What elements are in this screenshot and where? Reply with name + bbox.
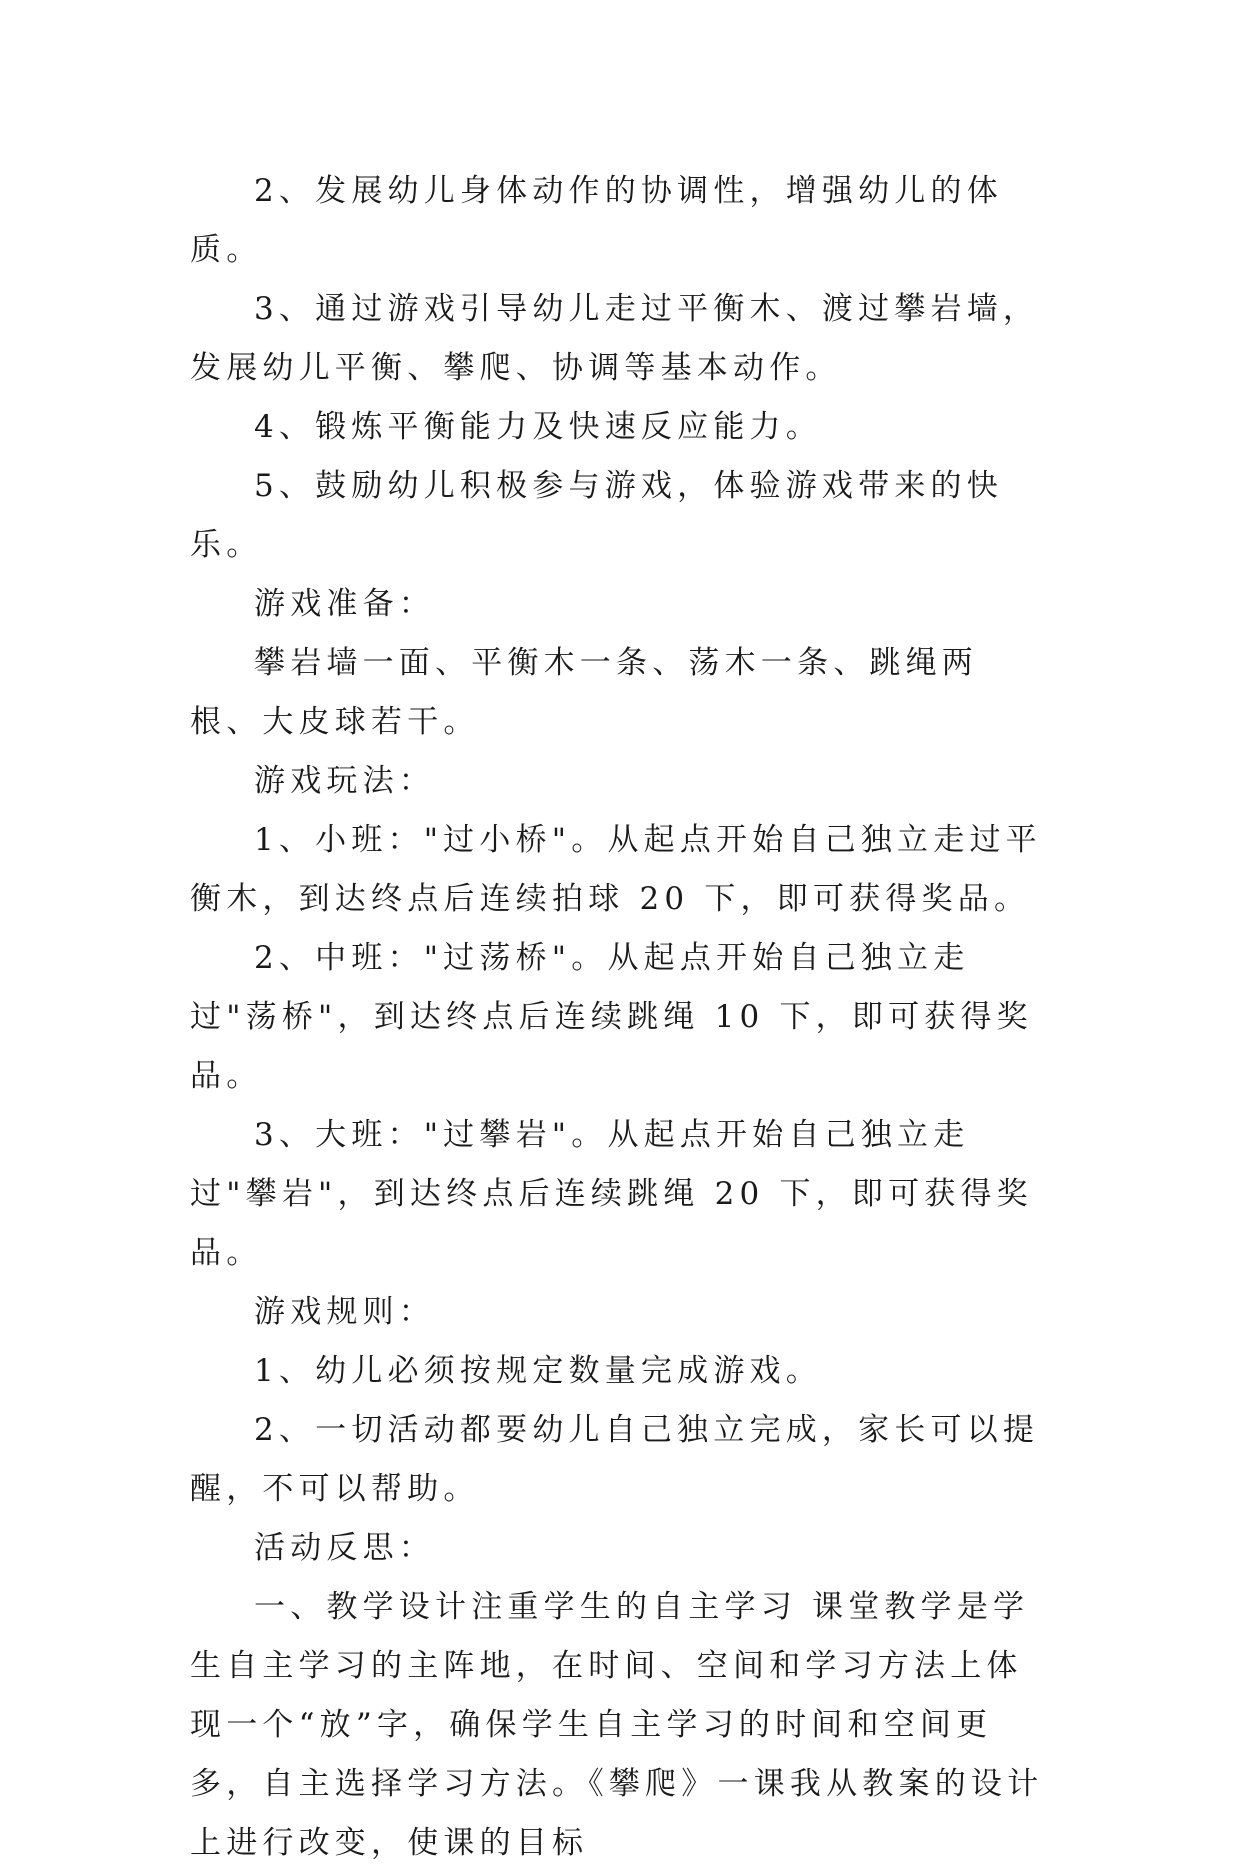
paragraph-small-class: 1、小班："过小桥"。从起点开始自己独立走过平衡木，到达终点后连续拍球 20 下，即可获得奖品。 [190,822,1042,917]
heading-game-preparation: 游戏准备： [254,586,435,622]
paragraph-materials: 攀岩墙一面、平衡木一条、荡木一条、跳绳两根、大皮球若干。 [190,645,978,740]
paragraph-middle-class: 2、中班："过荡桥"。从起点开始自己独立走过"荡桥"，到达终点后连续跳绳 10 下，即可获得奖品。 [190,940,1033,1094]
paragraph-big-class: 3、大班："过攀岩"。从起点开始自己独立走过"攀岩"，到达终点后连续跳绳 20 下，即可获得奖品。 [190,1117,1033,1271]
paragraph-rule-2: 2、一切活动都要幼儿自己独立完成，家长可以提醒，不可以帮助。 [190,1412,1040,1507]
document-page [190,162,1050,1873]
heading-game-rules: 游戏规则： [254,1294,435,1330]
paragraph-reflection-1: 一、教学设计注重学生的自主学习 课堂教学是学生自主学习的主阵地，在时间、空间和学习方法上体现一个“放”字，确保学生自主学习的时间和空间更多，自主选择学习方法。《攀爬》一课我从教案的设计上进行改变，使课的目标 [190,1589,1044,1861]
heading-reflection: 活动反思： [254,1530,435,1566]
paragraph-goal-5: 5、鼓励幼儿积极参与游戏，体验游戏带来的快乐。 [190,468,1003,563]
paragraph-goal-2: 2、发展幼儿身体动作的协调性，增强幼儿的体质。 [190,173,1003,268]
paragraph-goal-3: 3、通过游戏引导幼儿走过平衡木、渡过攀岩墙，发展幼儿平衡、攀爬、协调等基本动作。 [190,291,1040,386]
heading-game-play: 游戏玩法： [254,763,435,799]
paragraph-goal-4: 4、锻炼平衡能力及快速反应能力。 [254,409,822,445]
paragraph-rule-1: 1、幼儿必须按规定数量完成游戏。 [254,1353,822,1389]
